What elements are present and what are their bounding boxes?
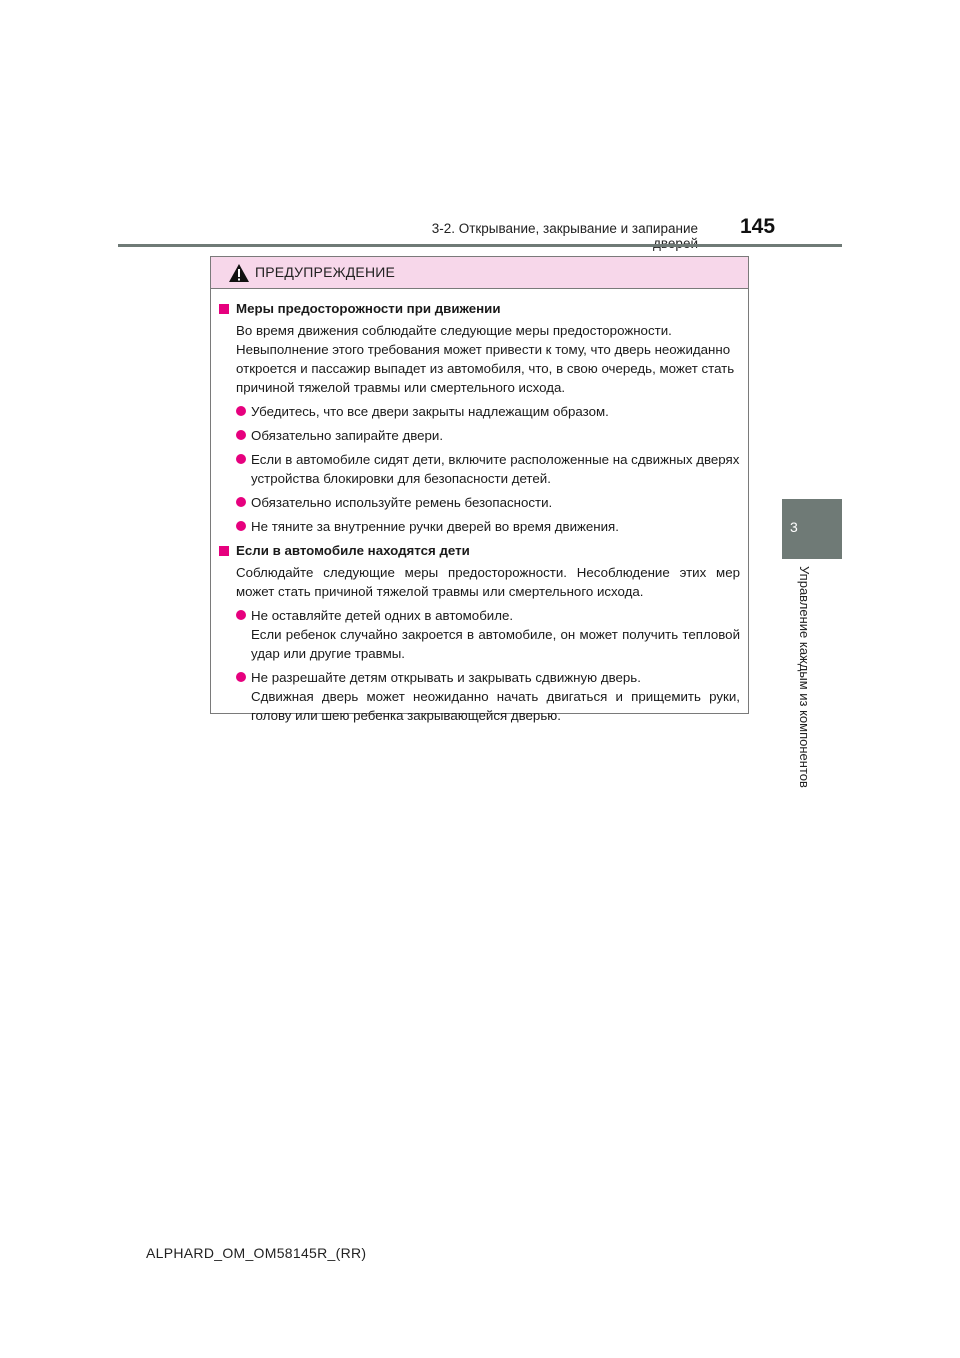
intro-line: Во время движения соблюдайте следующие меры предосторожности.: [236, 323, 672, 338]
bullet-text: Не разрешайте детям открывать и закрывать сдвижную дверь.: [251, 670, 641, 685]
bullet-text: Не оставляйте детей одних в автомобиле.: [251, 608, 514, 623]
round-bullet-icon: [236, 672, 246, 682]
section-heading: [218, 541, 740, 560]
bullet-text: Обязательно используйте ремень безопасности.: [251, 495, 553, 510]
section-heading: [218, 299, 740, 318]
warning-header: [211, 257, 748, 289]
warning-body: [211, 289, 748, 725]
chapter-title-vertical: Управление каждым из компонентов: [797, 566, 812, 788]
warning-triangle-icon: [228, 263, 250, 283]
intro-line: Соблюдайте следующие меры предосторожности. Несоблюдение этих мер может стать причиной тяжелой травмы или смертельного исхода.: [236, 565, 740, 599]
bullet-text: Сдвижная дверь может неожиданно начать двигаться и прищемить руки, голову или шею ребенка закрывающейся дверью.: [251, 689, 740, 723]
footer-document-code: ALPHARD_OM_OM58145R_(RR): [146, 1245, 367, 1261]
bullet-item: [218, 402, 740, 421]
warning-title: ПРЕДУПРЕЖДЕНИЕ: [255, 264, 396, 280]
bullet-text: Если в автомобиле сидят дети, включите расположенные на сдвижных дверях устройства блокировки для безопасности детей.: [251, 452, 740, 486]
round-bullet-icon: [236, 406, 246, 416]
bullet-text: Обязательно запирайте двери.: [251, 428, 444, 443]
round-bullet-icon: [236, 454, 246, 464]
chapter-number: 3: [790, 519, 798, 535]
section-heading-text: Если в автомобиле находятся дети: [236, 543, 470, 558]
running-header-section: 3-2. Открывание, закрывание и запирание: [431, 221, 698, 236]
round-bullet-icon: [236, 497, 246, 507]
header-rule: [118, 244, 842, 247]
section-heading-text: Меры предосторожности при движении: [236, 301, 501, 316]
bullet-item: [218, 668, 740, 725]
bullet-item: [218, 426, 740, 445]
page-number: 145: [740, 215, 776, 238]
bullet-item: [218, 517, 740, 536]
bullet-item: [218, 606, 740, 663]
bullet-item: [218, 450, 740, 488]
round-bullet-icon: [236, 521, 246, 531]
square-bullet-icon: [219, 546, 229, 556]
bullet-text: Если ребенок случайно закроется в автомобиле, он может получить тепловой удар или другие травмы.: [251, 627, 740, 661]
bullet-text: Не тяните за внутренние ручки дверей во время движения.: [251, 519, 619, 534]
section-intro: [218, 563, 740, 601]
round-bullet-icon: [236, 610, 246, 620]
round-bullet-icon: [236, 430, 246, 440]
intro-line: Невыполнение этого требования может привести к тому, что дверь неожиданно откроется и пассажир выпадет из автомобиля, что, в свою очередь, может стать причиной тяжелой травмы или смертельного исхода.: [236, 342, 735, 395]
bullet-item: [218, 493, 740, 512]
warning-box: [210, 256, 749, 723]
section-intro: [218, 321, 740, 397]
bullet-text: Убедитесь, что все двери закрыты надлежащим образом.: [251, 404, 609, 419]
chapter-tab: [782, 499, 842, 559]
square-bullet-icon: [219, 304, 229, 314]
